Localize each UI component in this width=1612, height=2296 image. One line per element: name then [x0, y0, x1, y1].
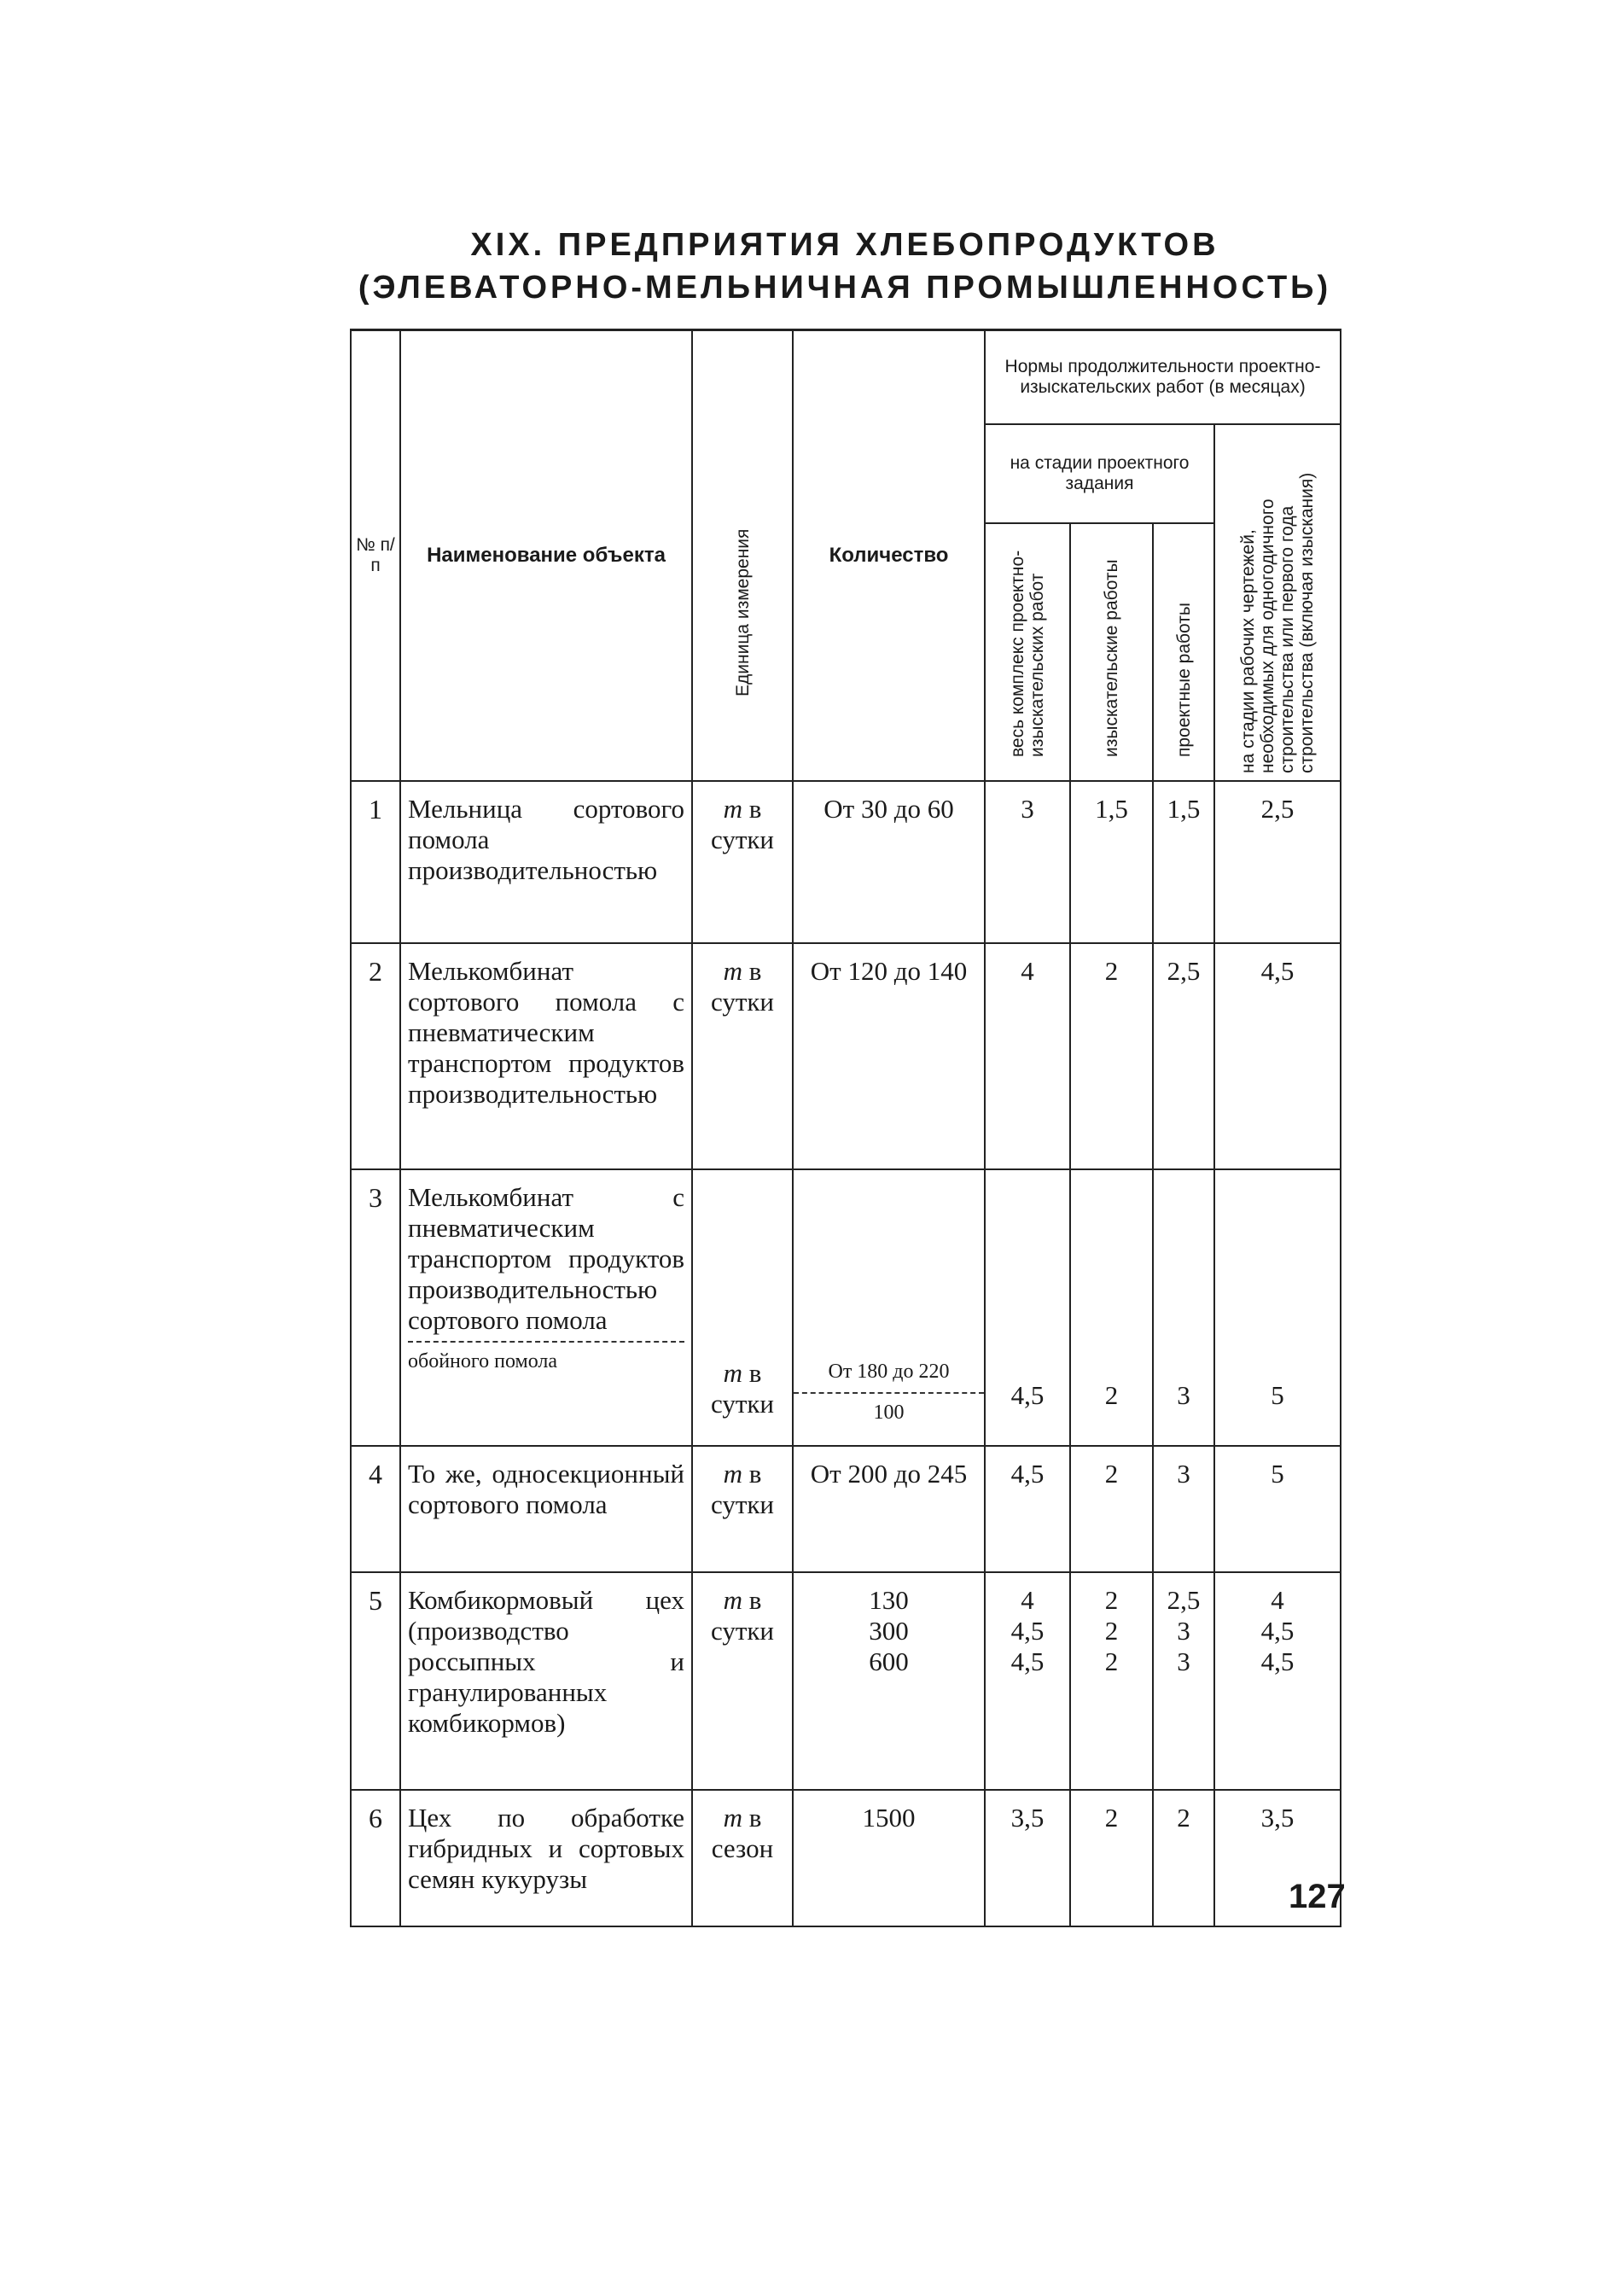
row-survey: 1,5 — [1070, 781, 1153, 943]
row-survey: 2 — [1070, 1790, 1153, 1926]
survey-line: 2 — [1104, 1646, 1119, 1676]
row-design: 2 — [1153, 1790, 1214, 1926]
row-unit — [692, 943, 793, 1169]
unit-t: т — [723, 1802, 742, 1833]
unit-rest: в сутки — [710, 1357, 775, 1419]
unit-t: т — [723, 955, 742, 986]
row-qty: От 30 до 60 — [793, 781, 985, 943]
header-norms: Нормы продолжительности проектно-изыскательских работ (в месяцах) — [985, 330, 1341, 424]
qty-line: 130 — [869, 1584, 909, 1615]
header-design — [1153, 523, 1214, 780]
row-survey: 2 — [1070, 943, 1153, 1169]
row-name-sub2: обойного помола — [408, 1341, 684, 1377]
row-name: Комбикормовый цех (производство россыпных и гранулированных комбикормов) — [400, 1572, 692, 1790]
row-design — [1153, 1169, 1214, 1446]
table-row — [351, 1572, 1341, 1790]
row-qty: От 200 до 245 — [793, 1446, 985, 1572]
norms-table — [350, 329, 1341, 1927]
row-qty: От 120 до 140 — [793, 943, 985, 1169]
unit-t: т — [723, 793, 742, 824]
drawings-line: 4 — [1271, 1584, 1284, 1615]
total-line: 4 — [1021, 1584, 1034, 1615]
norms-table-wrapper — [350, 329, 1340, 1927]
row-qty-main: От 180 до 220 — [828, 1360, 950, 1383]
row-drawings — [1214, 1169, 1341, 1446]
header-name: Наименование объекта — [400, 330, 692, 781]
drawings-line: 4,5 — [1260, 1615, 1295, 1646]
row-qty — [793, 1169, 985, 1446]
row-name-main: Мелькомбинат с пневматическим транспортом продуктов производительностью — [408, 1181, 684, 1304]
row-design: 3 — [1153, 1446, 1214, 1572]
row-total: 3,5 — [985, 1790, 1070, 1926]
row-design: 1,5 — [1153, 781, 1214, 943]
row-name: То же, односекционный сортового помола — [400, 1446, 692, 1572]
total-line: 4,5 — [1010, 1646, 1045, 1676]
unit-t: т — [723, 1584, 742, 1615]
page-number: 127 — [1289, 1878, 1346, 1915]
header-design-text: проектные работы — [1173, 603, 1194, 758]
row-name — [400, 1169, 692, 1446]
unit-t: т — [723, 1357, 742, 1388]
row-num: 3 — [351, 1169, 400, 1446]
header-total-text: весь комплекс проектно-изыскательских работ — [1008, 551, 1047, 758]
qty-line: 600 — [869, 1646, 909, 1676]
drawings-line: 4,5 — [1260, 1646, 1295, 1676]
row-unit — [692, 1790, 793, 1926]
row-num: 4 — [351, 1446, 400, 1572]
row-total: 4,5 — [985, 1446, 1070, 1572]
header-drawings-text: на стадии рабочих чертежей, необходимых для одногодичного строительства или первого года строительства (включая изыскания) — [1238, 472, 1317, 773]
header-stage: на стадии проектного задания — [985, 424, 1214, 524]
row-drawings: 3,5 — [1214, 1790, 1341, 1926]
row-design — [1153, 1572, 1214, 1790]
row-survey — [1070, 1169, 1153, 1446]
header-total — [985, 523, 1070, 780]
row-name: Цех по обработке гибридных и сортовых семян кукурузы — [400, 1790, 692, 1926]
row-drawings: 5 — [1214, 1446, 1341, 1572]
header-survey — [1070, 523, 1153, 780]
header-unit-text: Единица измерения — [732, 528, 753, 696]
row-drawings: 4,5 — [1214, 943, 1341, 1169]
row-design: 2,5 — [1153, 943, 1214, 1169]
row-num: 5 — [351, 1572, 400, 1790]
unit-rest: в сутки — [710, 955, 775, 1017]
table-row — [351, 781, 1341, 943]
qty-line: 300 — [869, 1615, 909, 1646]
row-total: 3 — [985, 781, 1070, 943]
survey-line: 2 — [1104, 1615, 1119, 1646]
row-survey: 2 — [1070, 1446, 1153, 1572]
row-unit — [692, 1446, 793, 1572]
section-title: XIX. ПРЕДПРИЯТИЯ ХЛЕБОПРОДУКТОВ — [470, 227, 1219, 263]
row-survey — [1070, 1572, 1153, 1790]
row-design-value: 3 — [1177, 1379, 1190, 1410]
header-drawings — [1214, 424, 1341, 781]
row-num: 1 — [351, 781, 400, 943]
survey-line: 2 — [1104, 1584, 1119, 1615]
row-total — [985, 1572, 1070, 1790]
row-drawings: 2,5 — [1214, 781, 1341, 943]
unit-t: т — [723, 1458, 742, 1489]
header-qty: Количество — [793, 330, 985, 781]
design-line: 3 — [1177, 1615, 1190, 1646]
row-unit — [692, 1169, 793, 1446]
header-unit — [692, 330, 793, 781]
row-drawings-value: 5 — [1271, 1379, 1284, 1410]
row-survey-value: 2 — [1104, 1379, 1119, 1410]
row-total: 4 — [985, 943, 1070, 1169]
row-drawings — [1214, 1572, 1341, 1790]
row-total — [985, 1169, 1070, 1446]
table-row — [351, 943, 1341, 1169]
design-line: 3 — [1177, 1646, 1190, 1676]
unit-rest: в сутки — [710, 1458, 775, 1519]
row-num: 2 — [351, 943, 400, 1169]
header-num: № п/п — [351, 330, 400, 781]
total-line: 4,5 — [1010, 1615, 1045, 1646]
row-num: 6 — [351, 1790, 400, 1926]
unit-rest: в сутки — [710, 1584, 775, 1646]
table-row — [351, 1169, 1341, 1446]
unit-rest: в сутки — [710, 793, 775, 854]
row-qty: 1500 — [793, 1790, 985, 1926]
row-unit — [692, 1572, 793, 1790]
section-subtitle: (ЭЛЕВАТОРНО-МЕЛЬНИЧНАЯ ПРОМЫШЛЕННОСТЬ) — [358, 270, 1332, 306]
design-line: 2,5 — [1167, 1584, 1201, 1615]
row-qty-sub: 100 — [794, 1392, 984, 1428]
row-name: Мелькомбинат сортового помола с пневматическим транспортом продуктов производительностью — [400, 943, 692, 1169]
table-row — [351, 1446, 1341, 1572]
header-survey-text: изыскательские работы — [1102, 559, 1121, 758]
table-row — [351, 1790, 1341, 1926]
unit-rest: в сезон — [711, 1802, 774, 1863]
row-unit — [692, 781, 793, 943]
row-name: Мельница сортового помола производительностью — [400, 781, 692, 943]
row-qty — [793, 1572, 985, 1790]
row-name-sub1: сортового помола — [408, 1304, 608, 1335]
row-total-value: 4,5 — [1010, 1379, 1045, 1410]
